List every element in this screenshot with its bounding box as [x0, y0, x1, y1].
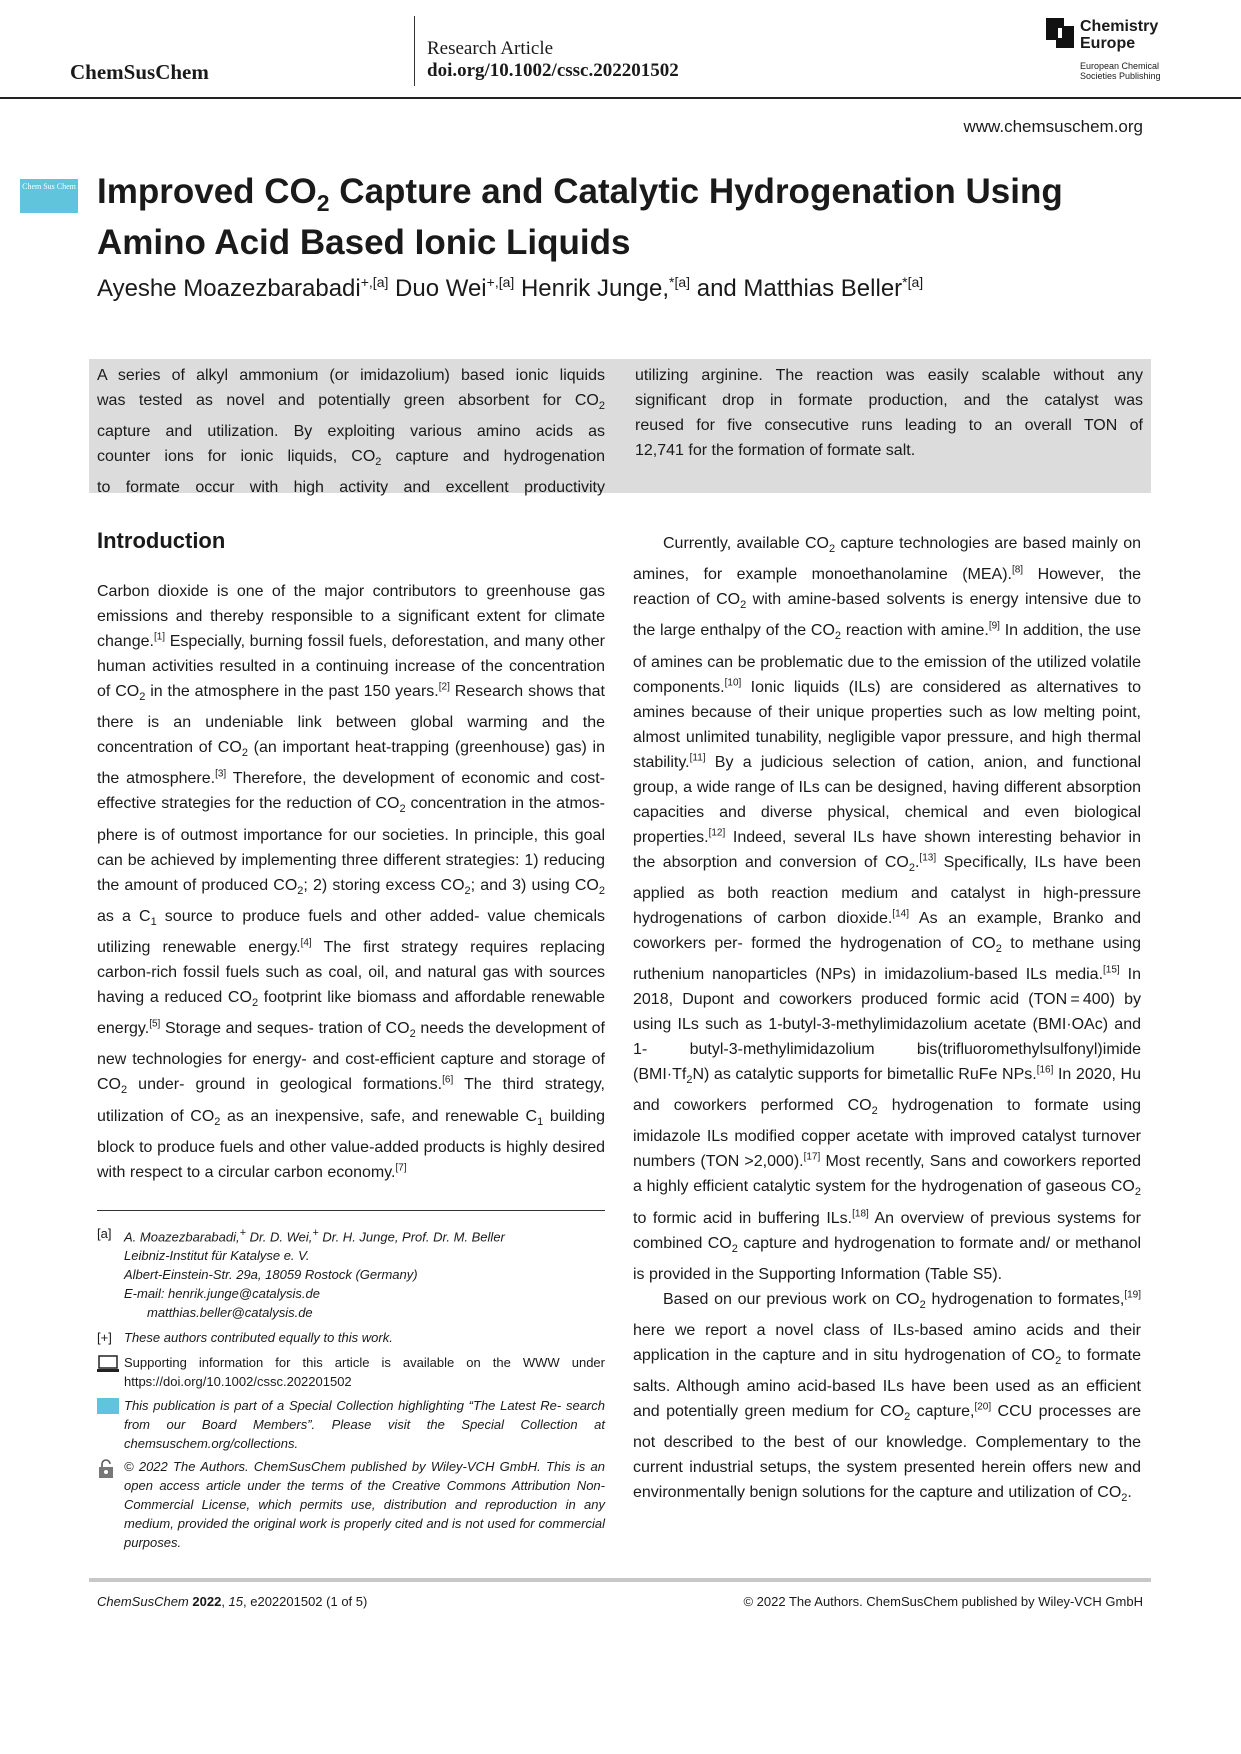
intro-right-column	[633, 531, 1141, 1511]
supporting-info-note	[97, 1353, 605, 1391]
footer-citation: ChemSusChem 2022, 15, e202201502 (1 of 5)	[97, 1594, 368, 1609]
intro-right-paragraph-2: Based on our previous work on $CO_2$ hydrogenation to formates,[19] here we report a novel class of ILs-based amino acids and their application in the capture and in situ hydrogenation of $CO_2$ to formate salts. Although amino acid-based ILs have been used as an efficient and potentially green medium for $CO_2$ capture,[20] CCU processes are not described to the best of our knowledge. Complementary to the current industrial setups, the system presented herein offers new and environmentally benign solutions for the capture and utilization of $CO_2$.	[633, 1289, 1142, 1505]
citation-link[interactable]: [19]	[1124, 1289, 1141, 1301]
publisher-subtitle: European Chemical Societies Publishing	[1080, 61, 1161, 81]
citation-link[interactable]: [7]	[395, 1162, 407, 1174]
equal-contribution-note: [+] These authors contributed equally to this work.	[97, 1330, 393, 1345]
footer-copyright: © 2022 The Authors. ChemSusChem published by Wiley-VCH GmbH	[743, 1594, 1143, 1609]
citation-link[interactable]: [13]	[919, 852, 937, 864]
header-divider	[414, 16, 415, 86]
intro-left-paragraph: Carbon dioxide is one of the major contributors to greenhouse gas emissions and thereby responsible to a significant extent for climate change.[1] Especially, burning fossil fuels, deforestation, and many other human activities resulted in a continuing increase of the concentration of $CO_2$ in the atmosphere in the past 150 years.[2] Research shows that there is an undeniable link between global warming and the concentration of $CO_2$ (an important heat-trapping (greenhouse) gas) in the atmosphere.[3] Therefore, the development of economic and cost-effective strategies for the reduction of $CO_2$ concentration in the atmos- phere is of outmost importance for our societies. In principle, this goal can be achieved by implementing three different strategies: 1) reducing the amount of produced $CO_2$; 2) storing excess $CO_2$; and 3) using $CO_2$ as a $C_1$ source to produce fuels and other added- value chemicals utilizing renewable energy.[4] The first strategy requires replacing carbon-rich fossil fuels such as coal, oil, and natural gas with sources having a reduced $CO_2$ footprint like biomass and affordable renewable energy.[5] Storage and seques- tration of $CO_2$ needs the development of new technologies for energy- and cost-efficient capture and storage of $CO_2$ under- ground in geological formations.[6] The third strategy, utilization of $CO_2$ as an inexpensive, safe, and renewable $C_1$ building block to produce fuels and other value-added products is highly desired with respect to a circular carbon economy.[7]	[97, 583, 606, 1181]
abstract-right-column: utilizing arginine. The reaction was easily scalable without any significant drop in formate production, and the catalyst was reused for five consecutive runs leading to an overall TON of 12,741 for the formation of formate salt.	[635, 367, 1143, 459]
citation-link[interactable]: [3]	[215, 769, 227, 781]
citation-link[interactable]: [10]	[724, 677, 742, 689]
chemsuschem-badge: Chem Sus Chem	[20, 179, 78, 213]
citation-link[interactable]: [17]	[803, 1151, 821, 1163]
citation-link[interactable]: [12]	[708, 827, 726, 839]
citation-link[interactable]: [5]	[149, 1018, 161, 1030]
article-type: Research Article	[427, 38, 554, 59]
section-heading-introduction: Introduction	[97, 528, 226, 553]
computer-icon	[97, 1355, 119, 1373]
citation-link[interactable]: [1]	[153, 631, 166, 643]
citation-link[interactable]: [8]	[1011, 564, 1024, 576]
supporting-info-link[interactable]: Supporting information for this article is available on the WWW under https://doi.org/10.1002/cssc.202201502	[124, 1355, 605, 1389]
open-access-icon	[97, 1459, 115, 1479]
citation-link[interactable]: [2]	[438, 681, 450, 693]
footer-rule	[89, 1578, 1151, 1582]
license-note: © 2022 The Authors. ChemSusChem published by Wiley-VCH GmbH. This is an open access article under the terms of the Creative Commons Attribution Non-Commercial License, which permits use, distribution and reproduction in any medium, provided the original work is properly cited and is not used for commercial purposes.	[97, 1457, 605, 1552]
citation-link[interactable]: [14]	[892, 908, 909, 920]
affiliation-tag: [a]	[97, 1226, 112, 1241]
doi-link[interactable]: doi.org/10.1002/cssc.202201502	[427, 60, 679, 81]
email-link[interactable]: matthias.beller@catalysis.de	[147, 1305, 313, 1321]
citation-link[interactable]: [16]	[1036, 1064, 1054, 1076]
citation-link[interactable]: [20]	[974, 1401, 992, 1413]
citation-link[interactable]: [9]	[988, 621, 1000, 633]
citation-link[interactable]: [6]	[442, 1074, 454, 1086]
article-title: Improved $CO_2$ Capture and Catalytic Hydrogenation Using Amino Acid Based Ionic Liquids	[97, 172, 1063, 262]
citation-link[interactable]: [15]	[1103, 964, 1120, 976]
citation-link[interactable]: [4]	[300, 937, 312, 949]
journal-name: ChemSusChem	[70, 60, 209, 84]
citation-link[interactable]: [18]	[852, 1208, 869, 1220]
footnote-rule	[97, 1210, 605, 1211]
abstract-left-column: A series of alkyl ammonium (or imidazolium) based ionic liquids was tested as novel and potentially green absorbent for $CO_2$ capture and utilization. By exploiting various amino acids as counter ions for ionic liquids, $CO_2$ capture and hydrogenation to formate occur with high activity and excellent productivity	[97, 367, 606, 497]
intro-right-paragraph-1: Currently, available $CO_2$ capture technologies are based mainly on amines, for example monoethanolamine (MEA).[8] However, the reaction of $CO_2$ with amine-based solvents is energy intensive due to the large enthalpy of the $CO_2$ reaction with amine.[9] In addition, the use of amines can be problematic due to the emission of the utilized volatile components.[10] Ionic liquids (ILs) are considered as alternatives to amines because of their unique properties such as low melting point, almost unlimited tunability, negligible vapor pressure, and high thermal stability.[11] By a judicious selection of cation, anion, and functional group, a wide range of ILs can be designed, having different absorption capacities and diverse physical, chemical and even biological properties.[12] Indeed, several ILs have shown interesting behavior in the absorption and conversion of $CO_2.[13]$ Specifically, ILs have been applied as both reaction medium and catalyst in high-pressure hydrogenations of carbon dioxide.[14] As an example, Branko and coworkers per- formed the hydrogenation of $CO_2$ to methane using ruthenium nanoparticles (NPs) in imidazolium-based ILs media.[15] In 2018, Dupont and coworkers produced formic acid (TON = 400) by using ILs such as 1-butyl-3-methylimidazolium acetate (BMI·OAc) and 1- butyl-3-methylimidazolium bis(trifluoromethylsulfonyl)imide $(BMI\cdot Tf_2N)$ as catalytic supports for bimetallic RuFe NPs.[16] In 2020, Hu and coworkers performed $CO_2$ hydrogenation to formate using imidazole ILs modified copper acetate with improved catalyst turnover numbers (TON >2,000).[17] Most recently, Sans and coworkers reported a highly efficient catalytic system for the hydrogenation of gaseous $CO_2$ to formic acid in buffering ILs.[18] An overview of previous systems for combined $CO_2$ capture and hydrogenation to formate and/ or methanol is provided in the Supporting Information (Table S5).	[633, 535, 1142, 1283]
publisher-name: Chemistry Europe	[1080, 18, 1159, 52]
header-rule	[0, 97, 1241, 99]
special-collection-badge-icon	[97, 1398, 119, 1414]
author-list: Ayeshe Moazezbarabadi$^{+,[a]}$ Duo Wei$^{+,[a]}$ Henrik Junge,$^{*[a]}$ and Matthias Beller$^{*[a]}$	[97, 274, 924, 302]
special-collection-note: This publication is part of a Special Collection highlighting “The Latest Re- search from our Board Members”. Please visit the Special Collection at chemsuschem.org/collections.	[97, 1396, 605, 1453]
citation-link[interactable]: [11]	[689, 752, 706, 764]
email-link[interactable]: E-mail: henrik.junge@catalysis.de	[124, 1286, 321, 1302]
affiliation-footnote: [a] A. Moazezbarabadi,+ Dr. D. Wei,+ Dr. H. Junge, Prof. Dr. M. Beller Leibniz-Institut für Katalyse e. V. Albert-Einstein-Str. 29a, 18059 Rostock (Germany) E-mail: henrik.junge@catalysis.de matthias.beller@catalysis.de	[97, 1224, 605, 1322]
chemistry-europe-logo-icon	[1046, 18, 1074, 48]
abstract-box	[89, 359, 1151, 497]
journal-website[interactable]: www.chemsuschem.org	[963, 117, 1143, 136]
